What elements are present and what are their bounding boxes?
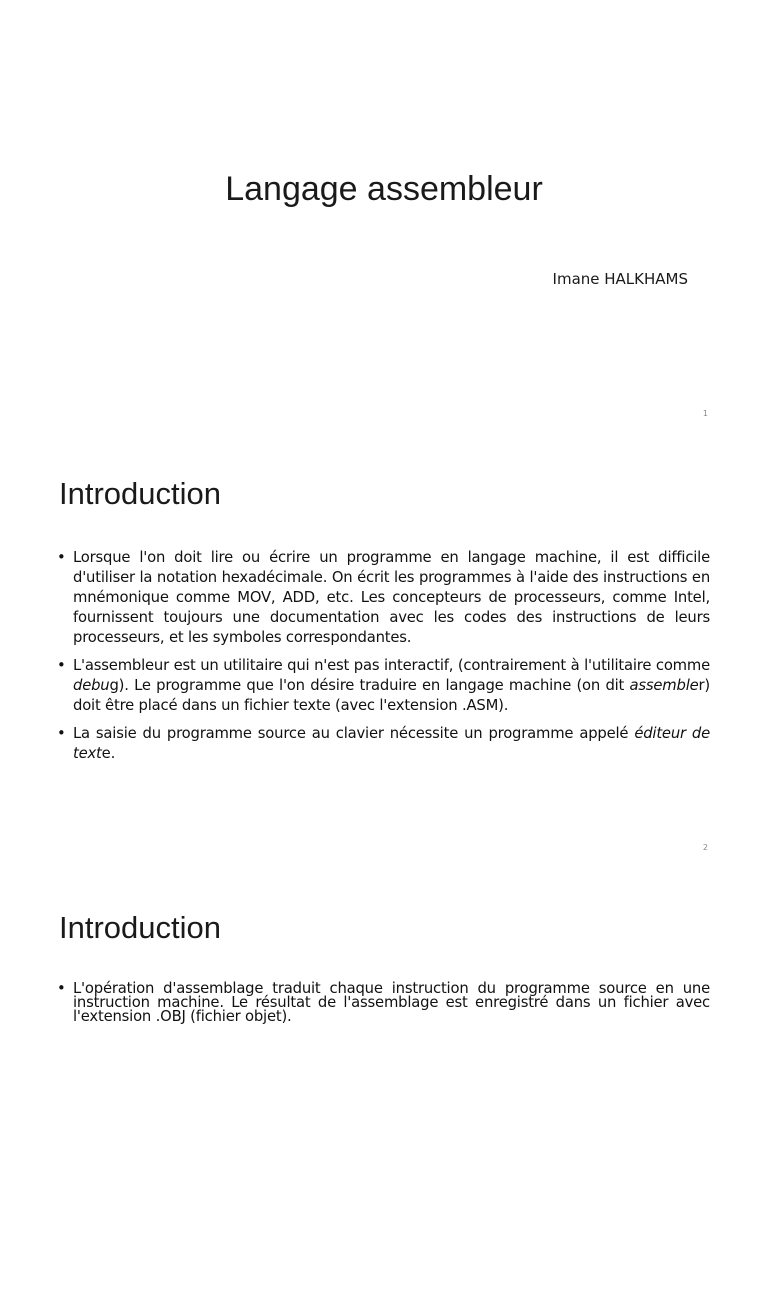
bullet-text: L'opération d'assemblage traduit chaque instruction du programme source en une instruction machine. Le résultat de l'assemblage est enregistré dans un fichier avec l'extension .OBJ (fichier objet).	[73, 980, 710, 1025]
bullet-marker: •	[57, 549, 66, 566]
bullet-text: e.	[101, 745, 116, 762]
bullet-list	[57, 982, 710, 1032]
bullet-text: Lorsque l'on doit lire ou écrire un programme en langage machine, il est difficile d'utiliser la notation hexadécimale. On écrit les programmes à l'aide des instructions en mnémonique comme MOV, ADD, etc. Les concepteurs de processeurs, comme Intel, fournissent toujours une documentation avec les codes des instructions de leurs processeurs, et les symboles correspondantes.	[73, 549, 710, 646]
bullet-item	[57, 724, 710, 764]
bullet-text: L'assembleur est un utilitaire qui n'est pas interactif, (contrairement à l'utilitaire comme	[73, 657, 710, 674]
bullet-marker: •	[57, 725, 66, 742]
page-number: 1	[702, 409, 708, 418]
slide-3	[0, 868, 768, 1300]
slide-1	[0, 0, 768, 432]
page-number: 2	[702, 843, 708, 852]
author-name: Imane HALKHAMS	[552, 270, 688, 288]
slide-title: Introduction	[59, 910, 221, 945]
bullet-emphasis: assemble	[629, 677, 699, 694]
slide-2	[0, 434, 768, 866]
bullet-item	[57, 656, 710, 716]
bullet-item	[57, 548, 710, 648]
bullet-text: La saisie du programme source au clavier nécessite un programme appelé	[73, 725, 635, 742]
bullet-marker: •	[57, 657, 66, 674]
bullet-emphasis: éditeur de text	[73, 725, 710, 762]
bullet-list	[57, 548, 710, 772]
bullet-text: r) doit être placé dans un fichier texte (avec l'extension .ASM).	[73, 677, 710, 714]
slide-title: Introduction	[59, 476, 221, 511]
bullet-marker: •	[57, 980, 66, 997]
deck-title: Langage assembleur	[225, 170, 543, 208]
bullet-text: g). Le programme que l'on désire traduire en langage machine (on dit	[109, 677, 630, 694]
bullet-emphasis: debu	[73, 677, 110, 694]
bullet-item	[57, 982, 710, 1024]
